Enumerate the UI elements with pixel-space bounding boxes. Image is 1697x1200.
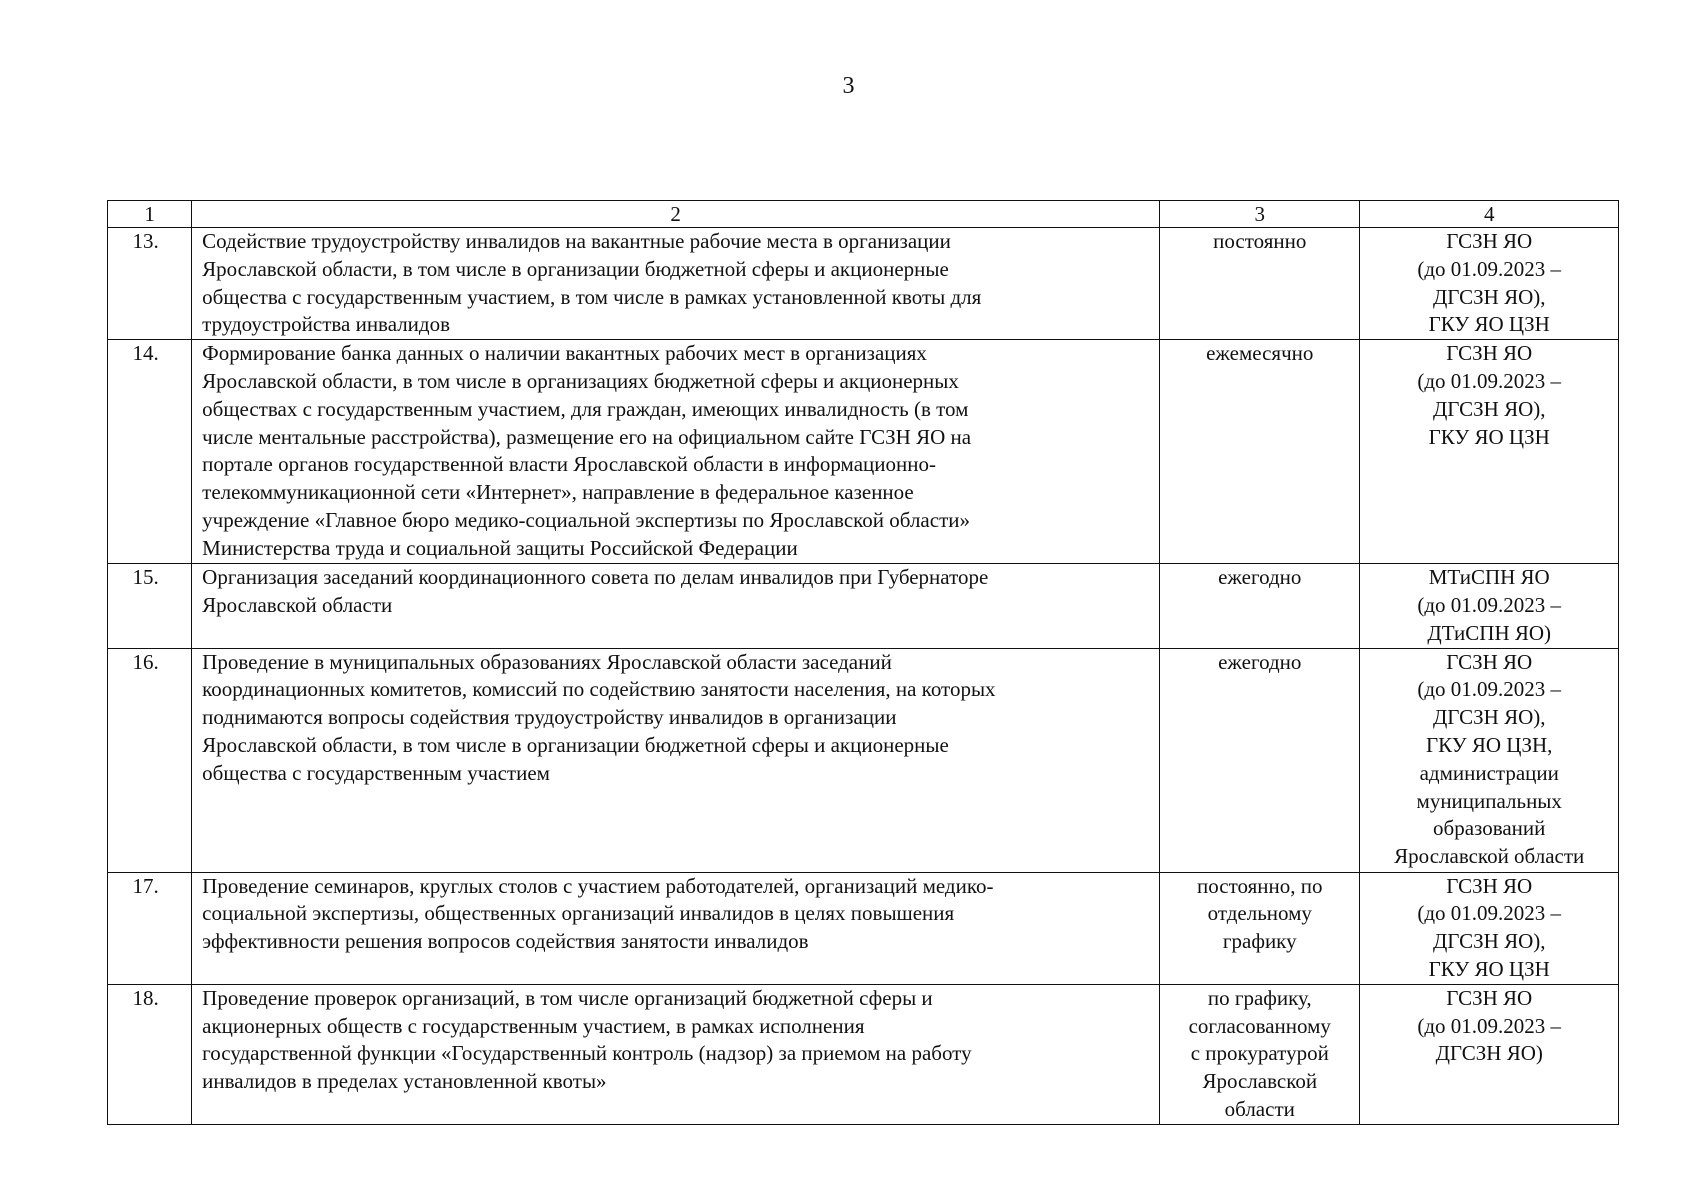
measure-description [192,340,1160,564]
description-line: акционерных обществ с государственным участием, в рамках исполнения [202,1013,865,1038]
table-row-16 [108,648,1619,872]
executor-line: (до 01.09.2023 – [1417,901,1562,926]
term-line: постоянно, по [1197,873,1323,898]
term-line: согласованному [1188,1013,1331,1038]
description-line: обществах с государственным участием, для граждан, имеющих инвалидность (в том [202,396,969,421]
measure-executors [1360,340,1619,564]
description-line: числе ментальные расстройства), размещение его на официальном сайте ГСЗН ЯО на [202,424,972,449]
term-line: ежегодно [1218,649,1302,674]
executor-line: ГКУ ЯО ЦЗН [1428,424,1550,449]
executor-line: образований [1433,816,1546,841]
executor-line: ДГСЗН ЯО) [1435,1041,1543,1066]
description-line: эффективности решения вопросов содействия занятости инвалидов [202,929,809,954]
description-line: Проведение в муниципальных образованиях Ярославской области заседаний [202,649,892,674]
executor-line: ДГСЗН ЯО), [1432,929,1546,954]
description-line: Ярославской области [202,592,393,617]
executor-line: (до 01.09.2023 – [1417,677,1562,702]
description-line: общества с государственным участием [202,760,550,785]
description-line: учреждение «Главное бюро медико-социальной экспертизы по Ярославской области» [202,507,970,532]
description-line: Ярославской области, в том числе в организации бюджетной сферы и акционерные [202,256,949,281]
executor-line: ДГСЗН ЯО), [1432,396,1546,421]
description-line: Содействие трудоустройству инвалидов на вакантные рабочие места в организации [202,229,951,253]
header-col-1: 1 [108,201,192,228]
row-number: 15. [108,564,192,648]
description-line: Ярославской области, в том числе в организации бюджетной сферы и акционерные [202,732,949,757]
measure-description [192,228,1160,340]
header-col-3: 3 [1160,201,1360,228]
table-row-17 [108,872,1619,984]
measure-executors [1360,872,1619,984]
measure-executors [1360,984,1619,1124]
term-line: Ярославской [1202,1069,1318,1094]
measure-description [192,984,1160,1124]
executor-line: муниципальных [1416,788,1562,813]
table-row-15 [108,564,1619,648]
term-line: отдельному [1207,901,1312,926]
executor-line: ГСЗН ЯО [1446,985,1533,1010]
description-line: портале органов государственной власти Ярославской области в информационно- [202,452,936,477]
measure-executors [1360,228,1619,340]
measure-description [192,564,1160,648]
executor-line: (до 01.09.2023 – [1417,1013,1562,1038]
header-col-2: 2 [192,201,1160,228]
description-line: координационных комитетов, комиссий по содействию занятости населения, на которых [202,677,996,702]
executor-line: ГКУ ЯО ЦЗН [1428,312,1550,337]
measure-executors [1360,564,1619,648]
measure-term [1160,564,1360,648]
executor-line: ДГСЗН ЯО), [1432,705,1546,730]
term-line: ежемесячно [1206,341,1314,366]
table-row-13 [108,228,1619,340]
executor-line: ГСЗН ЯО [1446,873,1533,898]
measure-description [192,648,1160,872]
row-number: 13. [108,228,192,340]
executor-line: ГКУ ЯО ЦЗН [1428,956,1550,981]
term-line: области [1224,1096,1295,1121]
measure-term [1160,984,1360,1124]
term-line: графику [1222,929,1297,954]
description-line: Проведение проверок организаций, в том числе организаций бюджетной сферы и [202,985,933,1010]
executor-line: ГКУ ЯО ЦЗН, [1426,732,1553,757]
executor-line: ГСЗН ЯО [1446,341,1533,366]
description-line: Организация заседаний координационного совета по делам инвалидов при Губернаторе [202,565,989,590]
row-number: 18. [108,984,192,1124]
executor-line: администрации [1419,760,1559,785]
row-number: 17. [108,872,192,984]
description-line: поднимаются вопросы содействия трудоустройству инвалидов в организации [202,705,897,730]
description-line: Проведение семинаров, круглых столов с участием работодателей, организаций медико- [202,873,994,898]
page-number: 3 [842,73,855,99]
description-line: общества с государственным участием, в том числе в рамках установленной квоты для [202,284,982,309]
description-line: трудоустройства инвалидов [202,312,451,337]
description-line: Министерства труда и социальной защиты Российской Федерации [202,535,798,560]
description-line: телекоммуникационной сети «Интернет», направление в федеральное казенное [202,480,914,505]
executor-line: (до 01.09.2023 – [1417,368,1562,393]
term-line: с прокуратурой [1190,1041,1329,1066]
term-line: по графику, [1207,985,1312,1010]
executor-line: ДГСЗН ЯО), [1432,284,1546,309]
table-row-18 [108,984,1619,1124]
measure-term [1160,648,1360,872]
measure-executors [1360,648,1619,872]
term-line: постоянно [1213,229,1307,253]
term-line: ежегодно [1218,565,1302,590]
executor-line: ГСЗН ЯО [1446,229,1533,253]
description-line: инвалидов в пределах установленной квоты» [202,1069,607,1094]
header-col-4: 4 [1360,201,1619,228]
executor-line: Ярославской области [1394,844,1585,869]
measures-table [107,200,1619,1125]
measure-term [1160,228,1360,340]
executor-line: ГСЗН ЯО [1446,649,1533,674]
description-line: Формирование банка данных о наличии вакантных рабочих мест в организациях [202,341,927,366]
measure-term [1160,872,1360,984]
table-row-14 [108,340,1619,564]
row-number: 16. [108,648,192,872]
description-line: государственной функции «Государственный контроль (надзор) за приемом на работу [202,1041,972,1066]
description-line: Ярославской области, в том числе в организациях бюджетной сферы и акционерных [202,368,959,393]
measure-description [192,872,1160,984]
description-line: социальной экспертизы, общественных организаций инвалидов в целях повышения [202,901,955,926]
row-number: 14. [108,340,192,564]
executor-line: МТиСПН ЯО [1428,565,1550,590]
executor-line: (до 01.09.2023 – [1417,592,1562,617]
measure-term [1160,340,1360,564]
executor-line: (до 01.09.2023 – [1417,256,1562,281]
executor-line: ДТиСПН ЯО) [1427,620,1552,645]
table-header-row [108,201,1619,228]
